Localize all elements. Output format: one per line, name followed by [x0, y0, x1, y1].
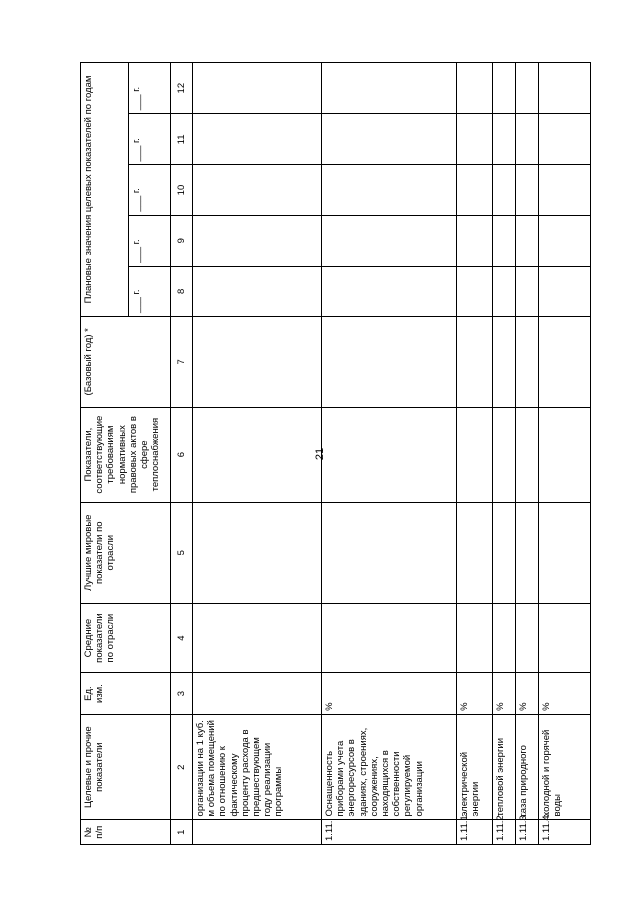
row-name: организации на 1 куб. м объема помещений по отношению к фактическому проценту расхода в предшествующем году реализации программы: [193, 714, 322, 820]
col-number-2: 2: [171, 714, 193, 820]
row-num: 1.11.3.: [516, 820, 539, 845]
header-year-5: ___ г.: [129, 63, 171, 114]
col-number-5: 5: [171, 502, 193, 603]
table-row: [539, 63, 591, 845]
col-number-3: 3: [171, 673, 193, 715]
col-number-6: 6: [171, 407, 193, 502]
table-row: [493, 63, 516, 845]
col-number-7: 7: [171, 316, 193, 407]
col-number-1: 1: [171, 820, 193, 845]
row-unit: %: [457, 673, 493, 715]
rotated-table-container: [80, 62, 591, 845]
table-row: [516, 63, 539, 845]
row-unit: %: [493, 673, 516, 715]
row-name: Оснащенность приборами учета энергоресурсов в зданиях, строениях, сооружениях, находящихся в собственности регулируемой организации: [322, 714, 457, 820]
row-unit: %: [322, 673, 457, 715]
row-num: 1.11.4.: [539, 820, 591, 845]
header-year-1: ___ г.: [129, 266, 171, 316]
header-num: № п/п: [81, 820, 171, 845]
target-indicators-table: [80, 62, 591, 845]
row-num: 1.11.: [322, 820, 457, 845]
table-row: [193, 63, 322, 845]
header-row: [81, 63, 129, 845]
table-row: [322, 63, 457, 845]
row-name: газа природного: [516, 714, 539, 820]
col-number-11: 11: [171, 114, 193, 165]
header-year-2: ___ г.: [129, 215, 171, 266]
col-number-12: 12: [171, 63, 193, 114]
header-indicators: Целевые и прочие показатели: [81, 714, 171, 820]
header-best-world: Лучшие мировые показатели по отрасли: [81, 502, 171, 603]
row-num: 1.11.1.: [457, 820, 493, 845]
header-average: Средние показатели по отрасли: [81, 603, 171, 672]
header-year-3: ___ г.: [129, 165, 171, 215]
row-unit: [193, 673, 322, 715]
row-unit: %: [539, 673, 591, 715]
row-num: [193, 820, 322, 845]
header-unit: Ед. изм.: [81, 673, 171, 715]
header-plan-group: Плановые значения целевых показателей по годам: [81, 63, 129, 317]
column-numbers-row: [171, 63, 193, 845]
row-num: 1.11.2.: [493, 820, 516, 845]
row-unit: %: [516, 673, 539, 715]
row-name: тепловой энергии: [493, 714, 516, 820]
header-base-year: (Базовый год) *: [81, 316, 171, 407]
col-number-10: 10: [171, 165, 193, 215]
col-number-4: 4: [171, 603, 193, 672]
row-name: холодной и горячей воды: [539, 714, 591, 820]
col-number-9: 9: [171, 215, 193, 266]
row-name: электрической энергии: [457, 714, 493, 820]
table-row: [457, 63, 493, 845]
header-normative: Показатели, соответствующие требованиям нормативных правовых актов в сфере теплоснабжения: [81, 407, 171, 502]
col-number-8: 8: [171, 266, 193, 316]
page-number: 21: [314, 447, 326, 461]
header-year-4: ___ г.: [129, 114, 171, 165]
